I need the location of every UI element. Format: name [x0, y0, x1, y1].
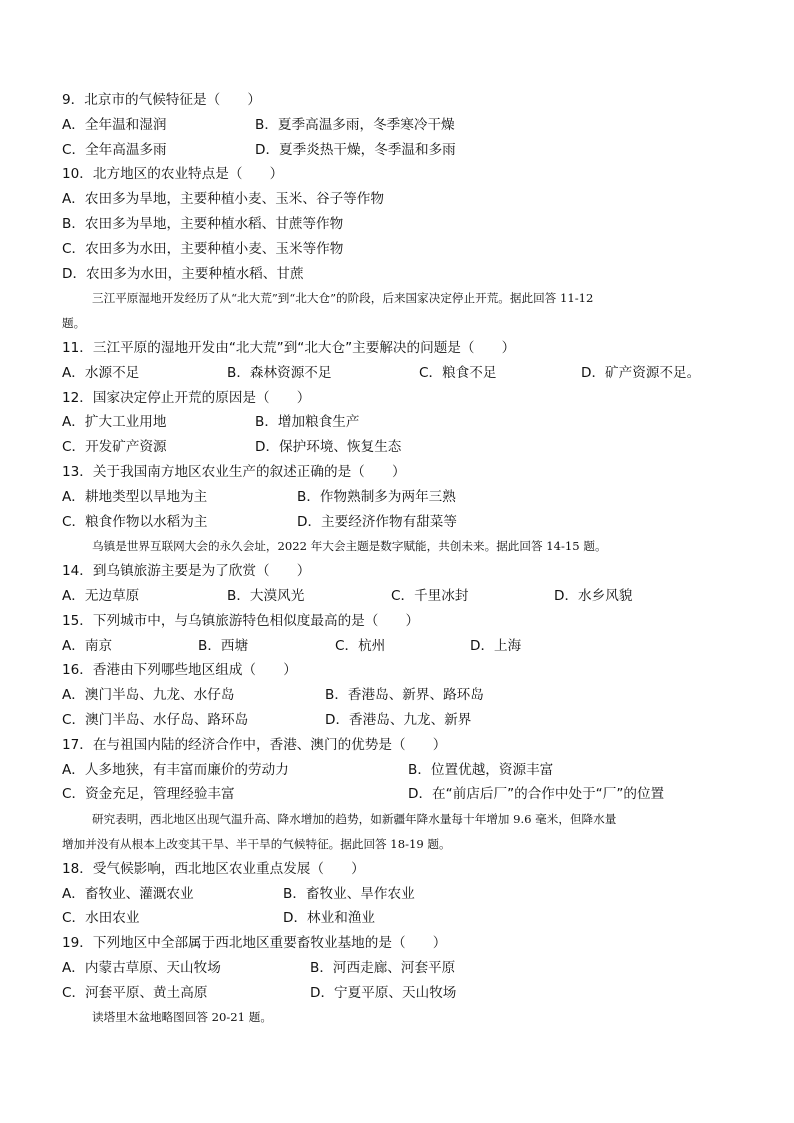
question-9-option-a[interactable]: A．全年温和湿润 — [62, 116, 167, 133]
question-18-options-row-1 — [62, 882, 742, 907]
question-19-stem: 19．下列地区中全部属于西北地区重要畜牧业基地的是（ ） — [62, 935, 447, 952]
question-19-options-row-1 — [62, 956, 742, 981]
question-18-option-d[interactable]: D．林业和渔业 — [283, 910, 376, 927]
question-12-option-b[interactable]: B．增加粮食生产 — [255, 414, 360, 431]
question-10-option-d[interactable]: D．农田多为水田，主要种植水稻、甘蔗 — [62, 265, 304, 282]
question-10-stem: 10．北方地区的农业特点是（ ） — [62, 166, 284, 183]
question-16-options-row-1 — [62, 683, 742, 708]
question-14-options-row — [62, 584, 742, 609]
question-16-stem: 16．香港由下列哪些地区组成（ ） — [62, 662, 297, 679]
question-17-option-c[interactable]: C．资金充足，管理经验丰富 — [62, 786, 235, 803]
question-17-options-row-2 — [62, 782, 742, 807]
question-18-option-b[interactable]: B．畜牧业、旱作农业 — [283, 885, 415, 902]
question-14-option-c[interactable]: C．千里冰封 — [391, 587, 469, 604]
question-11-option-a[interactable]: A．水源不足 — [62, 364, 140, 381]
question-18-stem: 18．受气候影响，西北地区农业重点发展（ ） — [62, 860, 365, 877]
question-10-option-a[interactable]: A．农田多为旱地，主要种植小麦、玉米、谷子等作物 — [62, 191, 384, 208]
question-15-option-b[interactable]: B．西塘 — [198, 637, 249, 654]
question-13-stem: 13．关于我国南方地区农业生产的叙述正确的是（ ） — [62, 463, 406, 480]
exam-page — [62, 88, 742, 1030]
question-12-option-d[interactable]: D．保护环境、恢复生态 — [255, 439, 402, 456]
question-17-option-b[interactable]: B．位置优越，资源丰富 — [408, 761, 554, 778]
intro-northwest-line-1: 研究表明，西北地区出现气温升高、降水增加的趋势，如新疆年降水量每十年增加 9.6 毫米，但降水量 — [92, 812, 617, 827]
question-19-option-c[interactable]: C．河套平原、黄土高原 — [62, 984, 208, 1001]
question-15-option-c[interactable]: C．杭州 — [335, 637, 386, 654]
question-12-options-row-1 — [62, 410, 742, 435]
question-14-option-b[interactable]: B．大漠风光 — [227, 587, 305, 604]
question-9-options-row-2 — [62, 138, 742, 163]
question-11-stem: 11．三江平原的湿地开发由“北大荒”到“北大仓”主要解决的问题是（ ） — [62, 339, 516, 356]
question-16-options-row-2 — [62, 708, 742, 733]
question-12-options-row-2 — [62, 435, 742, 460]
question-11-options-row — [62, 361, 742, 386]
question-12-stem: 12．国家决定停止开荒的原因是（ ） — [62, 389, 311, 406]
question-10-option-c[interactable]: C．农田多为水田，主要种植小麦、玉米等作物 — [62, 240, 344, 257]
question-13-options-row-2 — [62, 510, 742, 535]
question-9-option-c[interactable]: C．全年高温多雨 — [62, 141, 167, 158]
question-13-option-c[interactable]: C．粮食作物以水稻为主 — [62, 513, 208, 530]
intro-tarim: 读塔里木盆地略图回答 20-21 题。 — [92, 1010, 272, 1025]
question-17-option-a[interactable]: A．人多地狭，有丰富而廉价的劳动力 — [62, 761, 289, 778]
question-14-option-a[interactable]: A．无边草原 — [62, 587, 140, 604]
question-19-option-b[interactable]: B．河西走廊、河套平原 — [310, 959, 456, 976]
question-17-options-row-1 — [62, 758, 742, 783]
question-13-option-b[interactable]: B．作物熟制多为两年三熟 — [297, 488, 456, 505]
question-16-option-a[interactable]: A．澳门半岛、九龙、水仔岛 — [62, 687, 235, 704]
intro-northwest-line-2: 增加并没有从根本上改变其干旱、半干旱的气候特征。据此回答 18-19 题。 — [62, 836, 451, 851]
question-13-options-row-1 — [62, 485, 742, 510]
question-12-option-c[interactable]: C．开发矿产资源 — [62, 439, 167, 456]
question-13-option-a[interactable]: A．耕地类型以旱地为主 — [62, 488, 208, 505]
question-18-option-a[interactable]: A．畜牧业、灌溉农业 — [62, 885, 194, 902]
question-15-options-row — [62, 634, 742, 659]
question-14-stem: 14．到乌镇旅游主要是为了欣赏（ ） — [62, 563, 311, 580]
question-15-option-d[interactable]: D．上海 — [470, 637, 522, 654]
question-11-option-d[interactable]: D．矿产资源不足。 — [581, 364, 701, 381]
question-9-option-d[interactable]: D．夏季炎热干燥，冬季温和多雨 — [255, 141, 456, 158]
intro-wuzhen: 乌镇是世界互联网大会的永久会址，2022 年大会主题是数字赋能，共创未来。据此回答 14-15 题。 — [92, 539, 607, 554]
question-9-options-row-1 — [62, 113, 742, 138]
question-16-option-c[interactable]: C．澳门半岛、水仔岛、路环岛 — [62, 711, 249, 728]
question-15-option-a[interactable]: A．南京 — [62, 637, 113, 654]
question-19-option-a[interactable]: A．内蒙古草原、天山牧场 — [62, 959, 221, 976]
question-15-stem: 15．下列城市中，与乌镇旅游特色相似度最高的是（ ） — [62, 612, 420, 629]
intro-sanjiang-line-1: 三江平原湿地开发经历了从“北大荒”到“北大仓”的阶段，后来国家决定停止开荒。据此回答 11-12 — [92, 291, 594, 306]
question-18-option-c[interactable]: C．水田农业 — [62, 910, 140, 927]
question-16-option-d[interactable]: D．香港岛、九龙、新界 — [325, 711, 472, 728]
question-12-option-a[interactable]: A．扩大工业用地 — [62, 414, 167, 431]
question-14-option-d[interactable]: D．水乡风貌 — [554, 587, 633, 604]
question-10-option-b[interactable]: B．农田多为旱地，主要种植水稻、甘蔗等作物 — [62, 215, 344, 232]
question-13-option-d[interactable]: D．主要经济作物有甜菜等 — [297, 513, 457, 530]
question-9-option-b[interactable]: B．夏季高温多雨，冬季寒冷干燥 — [255, 116, 455, 133]
question-17-option-d[interactable]: D．在“前店后厂”的合作中处于“厂”的位置 — [408, 786, 665, 803]
question-11-option-b[interactable]: B．森林资源不足 — [227, 364, 332, 381]
question-17-stem: 17．在与祖国内陆的经济合作中，香港、澳门的优势是（ ） — [62, 736, 447, 753]
question-19-options-row-2 — [62, 981, 742, 1006]
intro-sanjiang-line-2: 题。 — [62, 316, 86, 331]
question-11-option-c[interactable]: C．粮食不足 — [419, 364, 497, 381]
question-16-option-b[interactable]: B．香港岛、新界、路环岛 — [325, 687, 484, 704]
question-19-option-d[interactable]: D．宁夏平原、天山牧场 — [310, 984, 457, 1001]
question-9-stem: 9．北京市的气候特征是（ ） — [62, 92, 261, 108]
question-18-options-row-2 — [62, 906, 742, 931]
